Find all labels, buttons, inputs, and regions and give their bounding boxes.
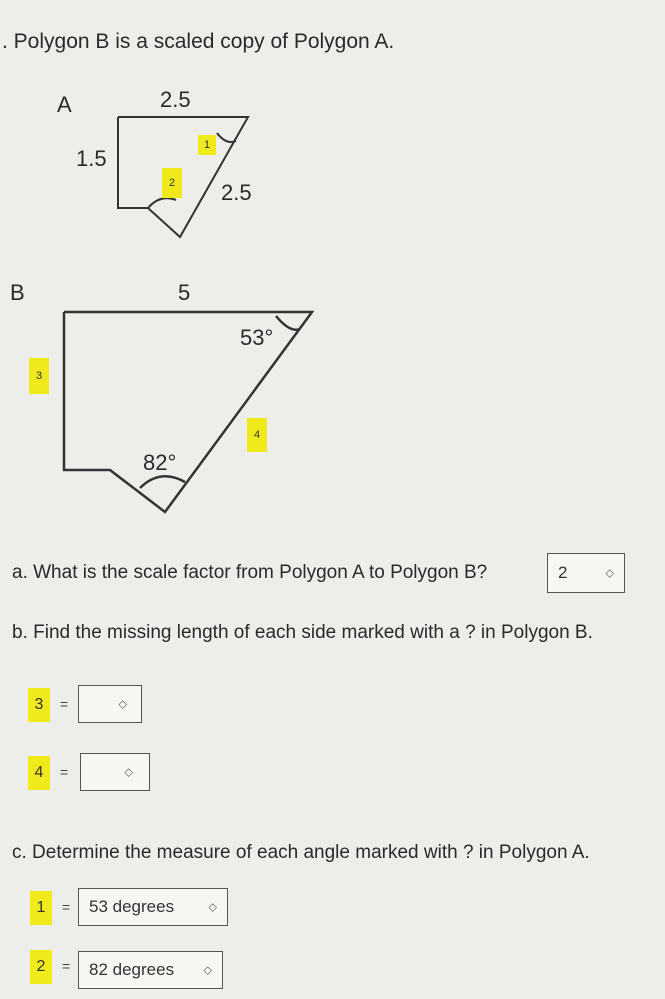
chevron-updown-icon: ◇: [203, 964, 212, 977]
polygon-b-label: B: [10, 280, 25, 305]
polygon-a-shape: [118, 117, 248, 237]
polygon-a-left-side: 1.5: [76, 146, 107, 171]
question-b-text: b. Find the missing length of each side marked with a ? in Polygon B.: [12, 622, 593, 643]
angle-2-dropdown[interactable]: [78, 951, 223, 989]
equals-sign: =: [62, 958, 71, 974]
polygon-a-label: A: [57, 92, 72, 117]
side-3-dropdown[interactable]: [78, 685, 142, 723]
side-marker-3: 3: [28, 688, 50, 722]
equals-sign: =: [60, 696, 69, 712]
polygon-a-slant-side: 2.5: [221, 180, 252, 205]
polygon-b-top-angle: 53°: [240, 325, 274, 350]
polygon-b-bottom-angle: 82°: [143, 450, 177, 475]
polygon-a-angle-marker-2: 2: [162, 168, 182, 198]
chevron-updown-icon: ◇: [605, 567, 614, 580]
equals-sign: =: [60, 764, 69, 780]
polygon-b-angle53-arc: [276, 316, 300, 330]
side-4-dropdown[interactable]: [80, 753, 150, 791]
chevron-updown-icon: ◇: [208, 901, 217, 914]
scale-factor-value: 2: [558, 563, 568, 582]
scale-factor-dropdown[interactable]: [547, 553, 625, 593]
question-a-text: a. What is the scale factor from Polygon A to Polygon B?: [12, 562, 488, 583]
problem-prompt: . Polygon B is a scaled copy of Polygon A.: [2, 30, 395, 53]
side-marker-4: 4: [28, 756, 50, 790]
angle-marker-2: 2: [30, 950, 52, 984]
equals-sign: =: [62, 899, 71, 915]
polygon-b-angle82-arc: [140, 476, 185, 488]
polygon-a-angle-marker-1: 1: [198, 135, 216, 155]
angle-marker-1: 1: [30, 891, 52, 925]
polygon-b-top-side: 5: [178, 280, 191, 305]
angle-1-dropdown[interactable]: [78, 888, 228, 926]
angle-1-value: 53 degrees: [89, 897, 175, 916]
polygon-a-angle2-arc: [148, 198, 176, 208]
angle-2-value: 82 degrees: [89, 960, 175, 979]
polygon-b-left-side-marker: 3: [29, 358, 49, 394]
question-c-text: c. Determine the measure of each angle marked with ? in Polygon A.: [12, 842, 590, 863]
chevron-updown-icon: ◇: [118, 698, 127, 711]
polygon-b-shape: [64, 312, 312, 512]
chevron-updown-icon: ◇: [124, 766, 133, 779]
polygon-b-slant-side-marker: 4: [247, 418, 267, 452]
polygon-a-top-side: 2.5: [160, 87, 191, 112]
polygon-a-angle1-arc: [217, 133, 236, 142]
